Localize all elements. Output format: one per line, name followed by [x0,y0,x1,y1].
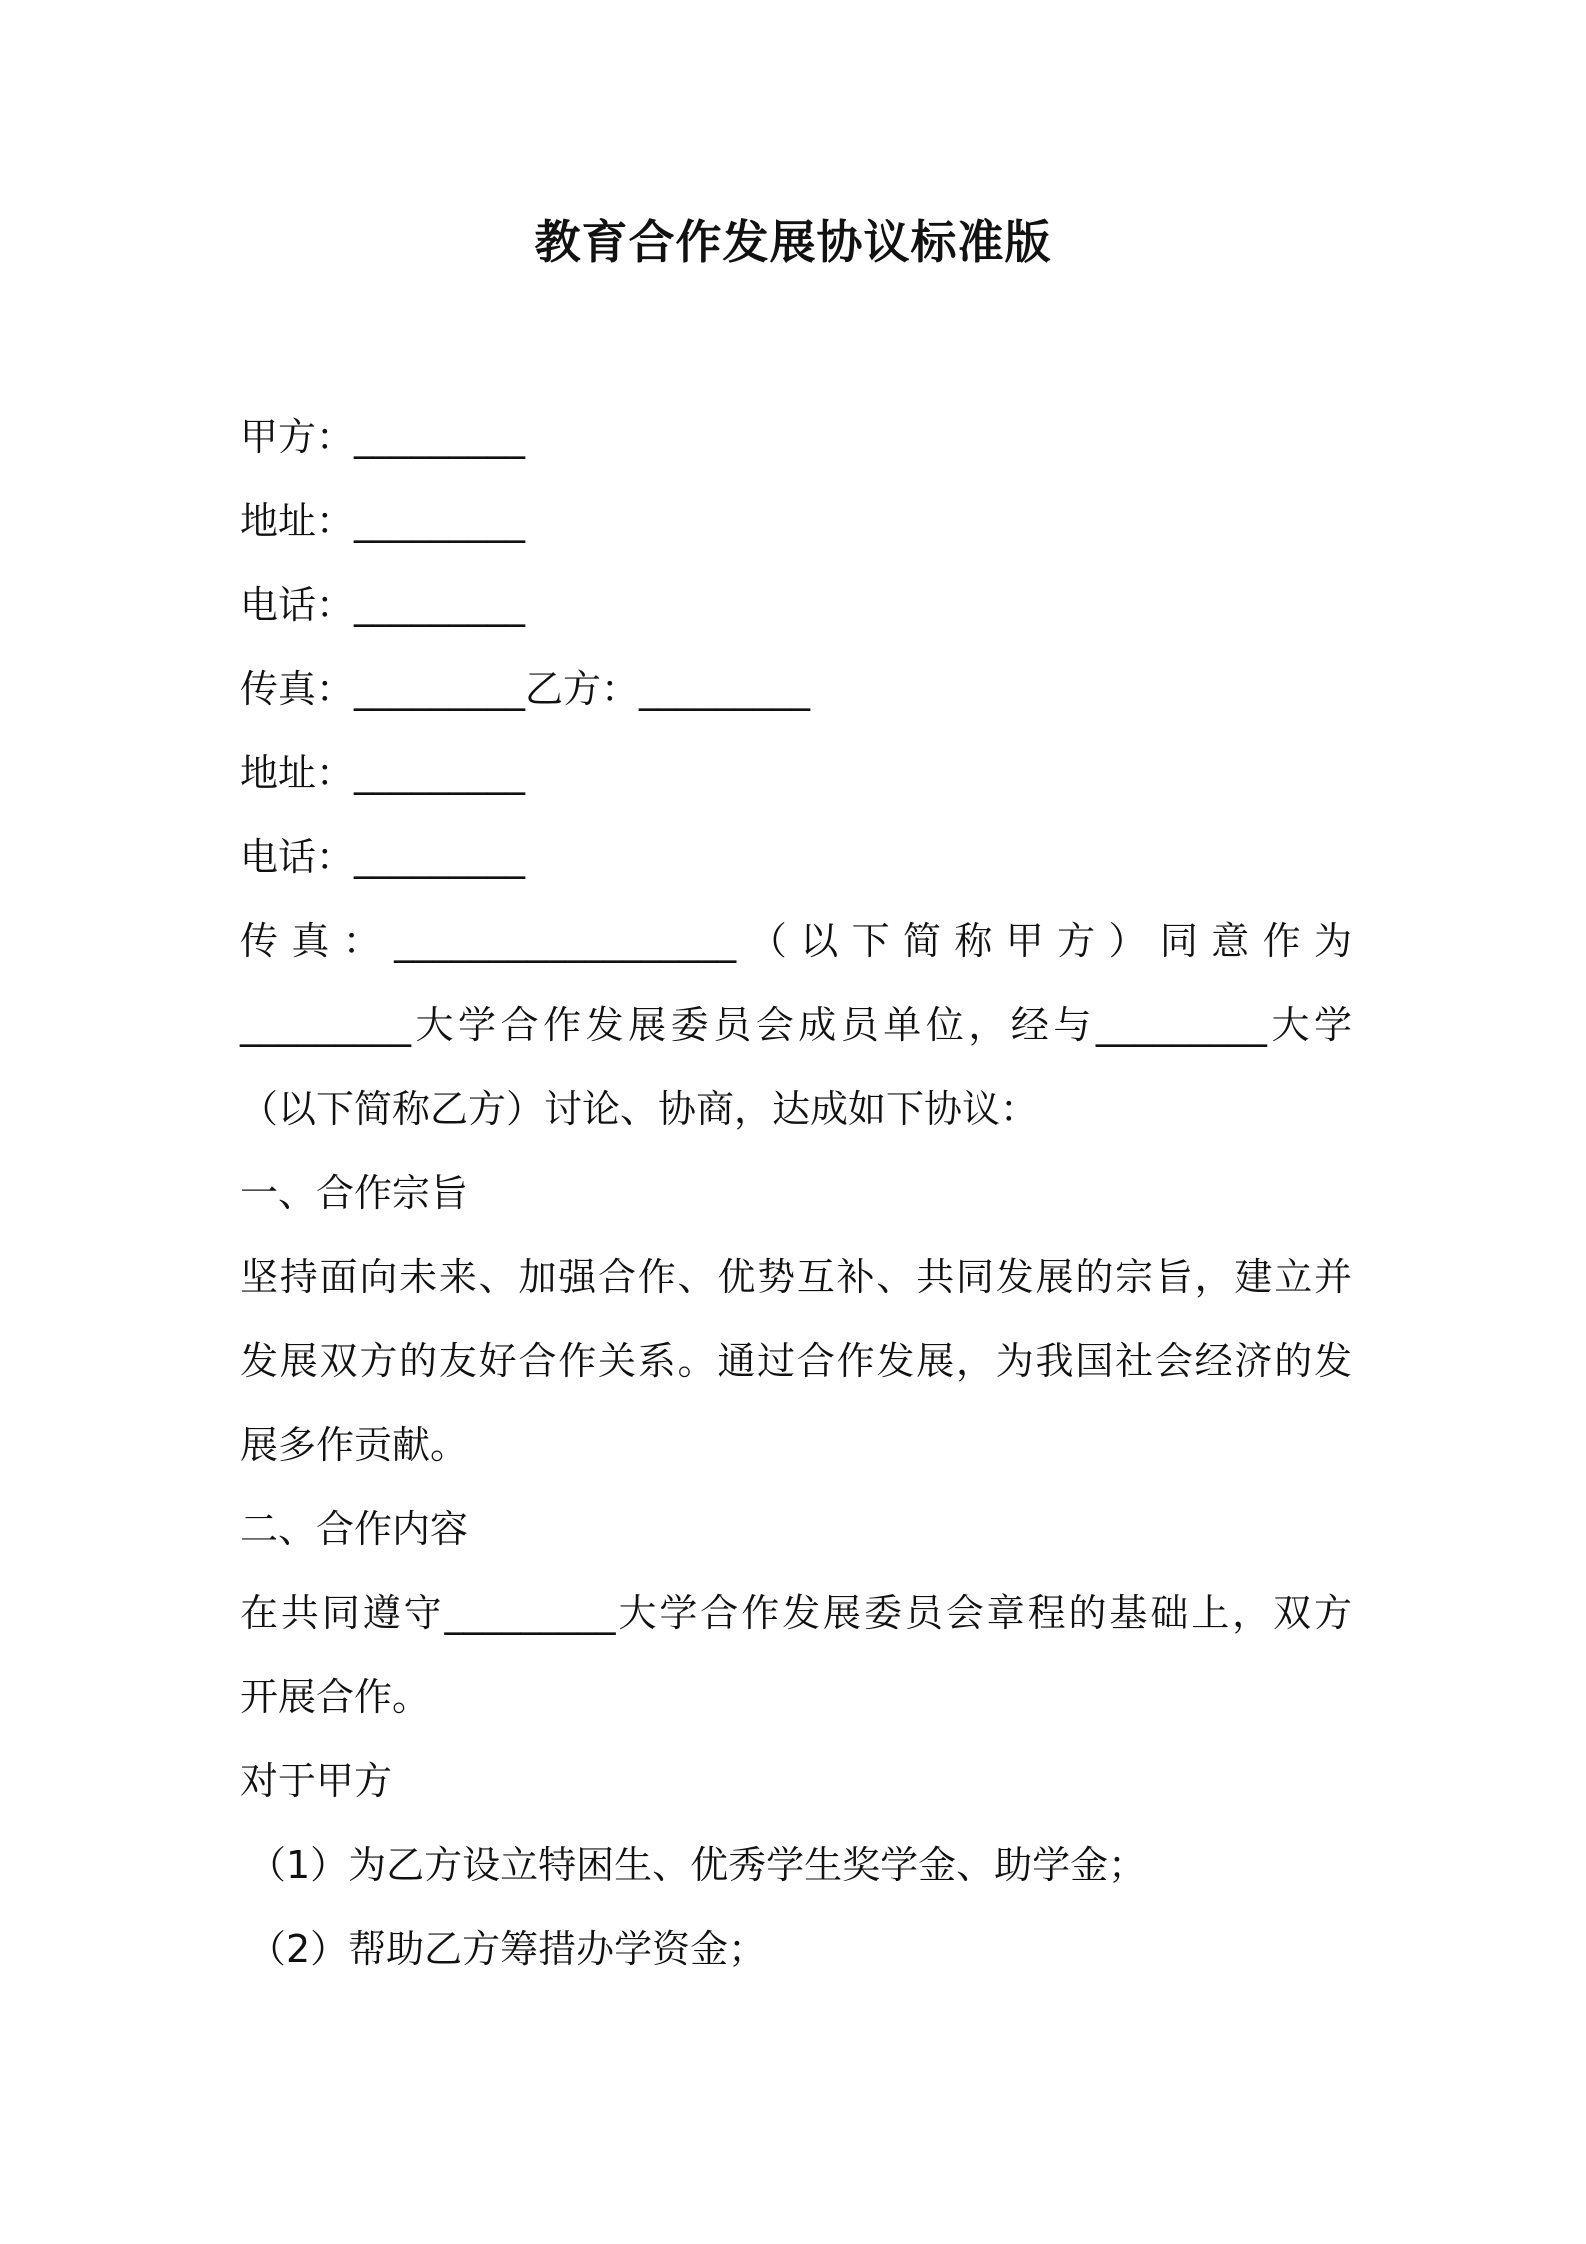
party-b-address-line: 地址：_________ [240,751,526,795]
party-a-name-line: 甲方：_________ [240,415,526,459]
document-title: 教育合作发展协议标准版 [534,215,1052,269]
section2-item-1: （1）为乙方设立特困生、优秀学生奖学金、助学金； [248,1843,1147,1887]
section2-line-1: 在共同遵守_________大学合作发展委员会章程的基础上，双方 [240,1591,1352,1635]
section1-heading: 一、合作宗旨 [240,1171,469,1215]
section1-line-1: 坚持面向未来、加强合作、优势互补、共同发展的宗旨，建立并 [240,1255,1352,1299]
section2-line-2: 开展合作。 [240,1675,431,1719]
section1-line-2: 发展双方的友好合作关系。通过合作发展，为我国社会经济的发 [240,1339,1352,1383]
section2-item-2: （2）帮助乙方筹措办学资金； [248,1927,767,1971]
intro-line-3: （以下简称乙方）讨论、协商，达成如下协议： [240,1087,1039,1131]
intro-line-2: _________大学合作发展委员会成员单位，经与_________大学 [240,1003,1352,1047]
intro-line-1: 传 真 ： __________________ （ 以 下 简 称 甲 方 ） 同 意 作 为 [240,919,1352,963]
party-a-address-line: 地址：_________ [240,499,526,543]
section1-line-3: 展多作贡献。 [240,1423,469,1467]
section2-subheading: 对于甲方 [240,1759,393,1803]
party-b-phone-line: 电话：_________ [240,835,526,879]
section2-heading: 二、合作内容 [240,1507,469,1551]
party-a-fax-party-b-line: 传真：_________乙方：_________ [240,667,811,711]
party-a-phone-line: 电话：_________ [240,583,526,627]
